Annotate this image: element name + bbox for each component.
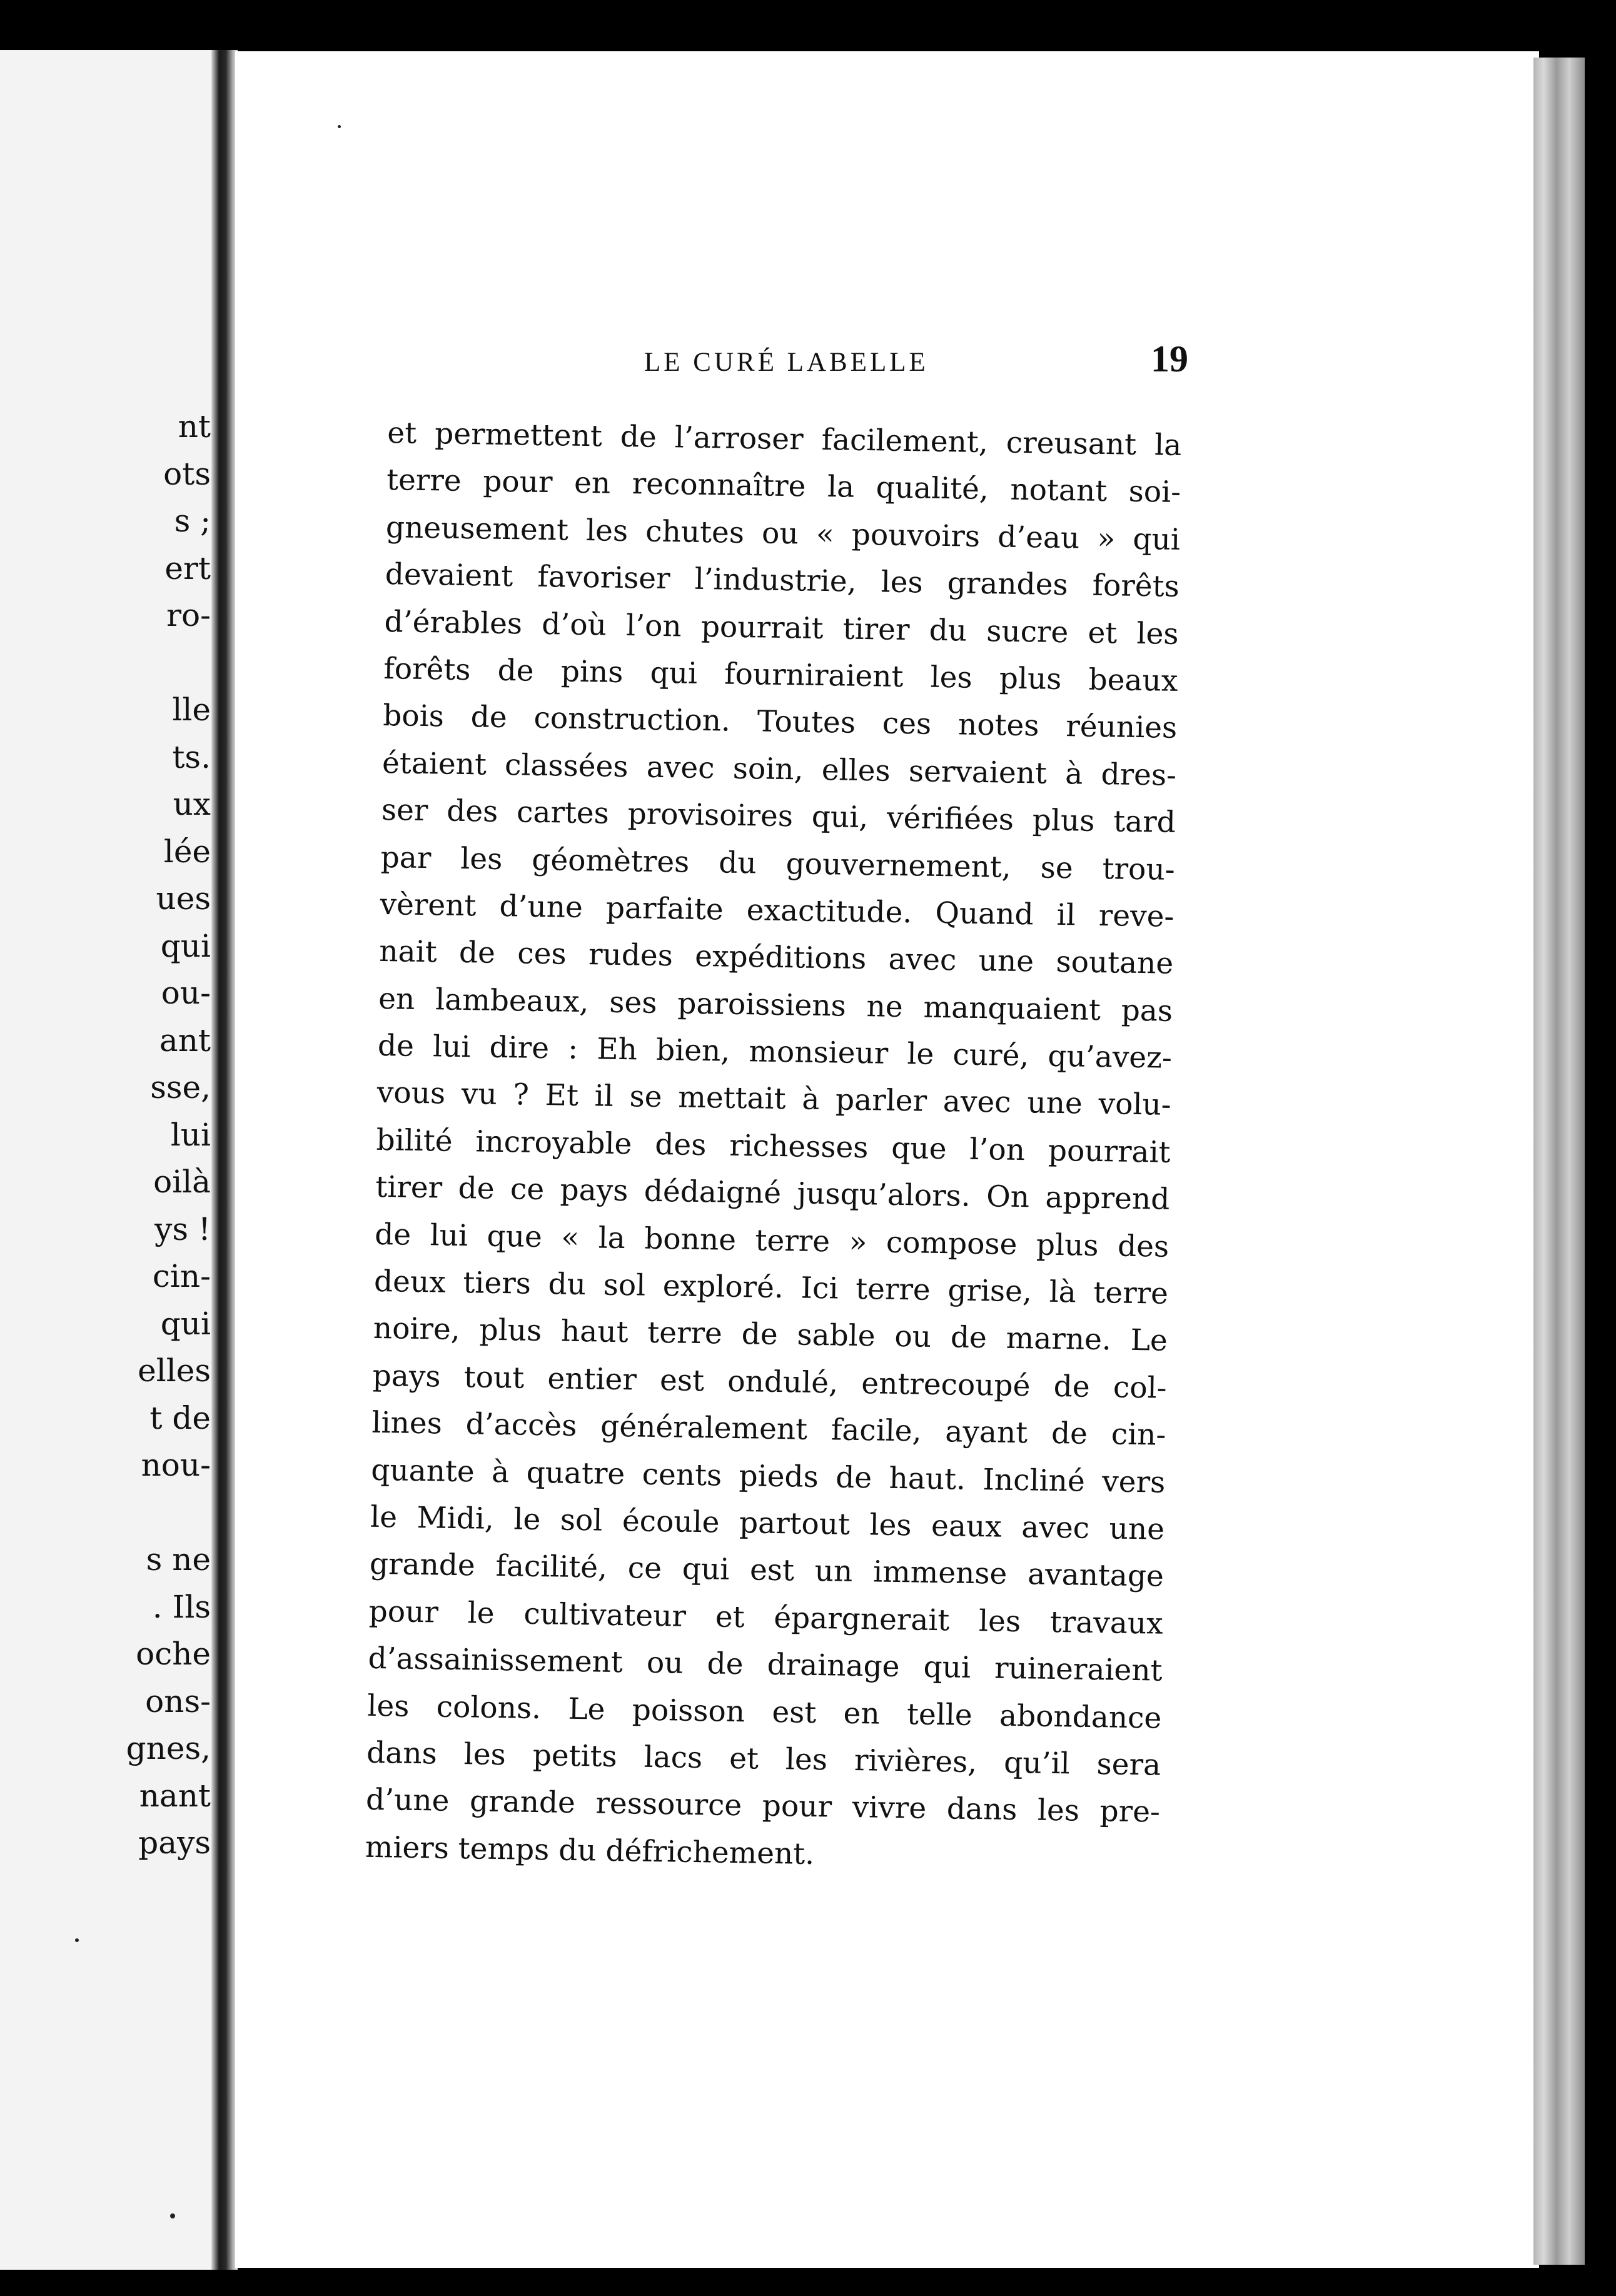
left-page-fragment: ts.: [172, 738, 211, 775]
left-page-fragment: ant: [159, 1022, 211, 1059]
body-line: pays tout entier est ondulé, entrecoupé de col-: [372, 1358, 1168, 1406]
left-page-fragment: lui: [170, 1116, 211, 1153]
body-line: terre pour en reconnaître la qualité, notant soi-: [386, 463, 1181, 510]
body-line: de lui dire : Eh bien, monsieur le curé, qu’avez-: [377, 1028, 1173, 1075]
body-line: en lambeaux, ses paroissiens ne manquaient pas: [378, 981, 1173, 1029]
left-page-fragment: nou-: [141, 1447, 211, 1483]
scan-speck: [75, 1938, 79, 1942]
body-line: gneusement les chutes ou « pouvoirs d’eau » qui: [385, 510, 1181, 557]
left-page-fragment: . Ils: [152, 1588, 211, 1625]
left-page-fragment: cin-: [152, 1258, 211, 1294]
scan-speck: [170, 2213, 175, 2218]
left-page-fragment: ots: [163, 455, 211, 492]
body-line: noire, plus haut terre de sable ou de marne. Le: [373, 1311, 1168, 1359]
left-page-fragment: oche: [136, 1636, 211, 1672]
left-page-fragment: oilà: [153, 1164, 211, 1200]
left-page-fragment: [0, 640, 211, 687]
left-page-text-fragments: [0, 403, 211, 1867]
left-page-fragment: s ne: [146, 1541, 211, 1578]
body-line: bilité incroyable des richesses que l’on pourrait: [376, 1122, 1171, 1170]
left-page-fragment: ues: [156, 880, 211, 917]
body-line: bois de construction. Toutes ces notes réunies: [382, 698, 1178, 746]
running-head: LE CURÉ LABELLE: [644, 348, 929, 377]
left-page-fragment: ux: [173, 786, 211, 822]
page-edge-shadow: [1533, 58, 1585, 2265]
body-line: de lui que « la bonne terre » compose plus des: [374, 1217, 1169, 1264]
body-line: forêts de pins qui fourniraient les plus beaux: [383, 651, 1178, 698]
body-line: quante à quatre cents pieds de haut. Incliné vers: [370, 1453, 1166, 1500]
body-line: pour le cultivateur et épargnerait les travaux: [368, 1594, 1164, 1641]
left-page-fragment: ert: [164, 550, 211, 587]
left-page-fragment: ou-: [161, 975, 211, 1011]
left-page-fragment: nant: [139, 1777, 211, 1814]
body-line: deux tiers du sol exploré. Ici terre grise, là terre: [373, 1264, 1169, 1311]
left-facing-page: [0, 50, 216, 2270]
body-text: [365, 410, 1182, 1883]
body-line: d’érables d’où l’on pourrait tirer du sucre et les: [384, 604, 1179, 652]
page-number: 19: [1151, 338, 1188, 380]
book-gutter: [211, 50, 238, 2270]
body-line: étaient classées avec soin, elles servaient à dres-: [381, 745, 1177, 793]
left-page-fragment: qui: [160, 1305, 211, 1342]
body-line: devaient favoriser l’industrie, les grandes forêts: [385, 557, 1180, 605]
body-line: vous vu ? Et il se mettait à parler avec une volu-: [376, 1075, 1172, 1123]
left-page-fragment: ro-: [166, 597, 211, 633]
body-line: par les géomètres du gouvernement, se trou-: [380, 840, 1176, 887]
left-page-fragment: lée: [163, 833, 211, 870]
body-line: d’assainissement ou de drainage qui ruineraient: [368, 1641, 1163, 1688]
left-page-fragment: qui: [160, 927, 211, 964]
left-page-fragment: s ;: [174, 503, 211, 539]
body-line: miers temps du défrichement.: [365, 1830, 815, 1871]
left-page-fragment: elles: [138, 1352, 211, 1389]
body-line: d’une grande ressource pour vivre dans les pre-: [365, 1783, 1161, 1830]
body-line: tirer de ce pays dédaigné jusqu’alors. On apprend: [375, 1170, 1170, 1217]
left-page-fragment: ys !: [154, 1211, 211, 1247]
left-page-fragment: gnes,: [126, 1730, 211, 1766]
left-page-fragment: [0, 1489, 211, 1537]
body-line: les colons. Le poisson est en telle abondance: [367, 1688, 1162, 1736]
left-page-fragment: pays: [138, 1825, 211, 1861]
left-page-fragment: lle: [172, 692, 211, 728]
left-page-fragment: nt: [178, 408, 211, 445]
left-page-fragment: t de: [149, 1399, 211, 1436]
left-page-fragment: sse,: [150, 1069, 211, 1105]
left-page-fragment: ons-: [145, 1683, 211, 1719]
body-line: lines d’accès généralement facile, ayant de cin-: [371, 1406, 1166, 1453]
body-line: ser des cartes provisoires qui, vérifiées plus tard: [381, 793, 1176, 840]
body-line: le Midi, le sol écoule partout les eaux avec une: [370, 1499, 1165, 1547]
body-line: grande facilité, ce qui est un immense avantage: [369, 1547, 1164, 1594]
body-line: nait de ces rudes expéditions avec une soutane: [378, 934, 1174, 982]
body-line: et permettent de l’arroser facilement, creusant la: [386, 415, 1182, 463]
body-line: vèrent d’une parfaite exactitude. Quand il reve-: [380, 887, 1174, 934]
body-line: dans les petits lacs et les rivières, qu’il sera: [366, 1735, 1161, 1783]
scan-speck: [338, 125, 341, 128]
